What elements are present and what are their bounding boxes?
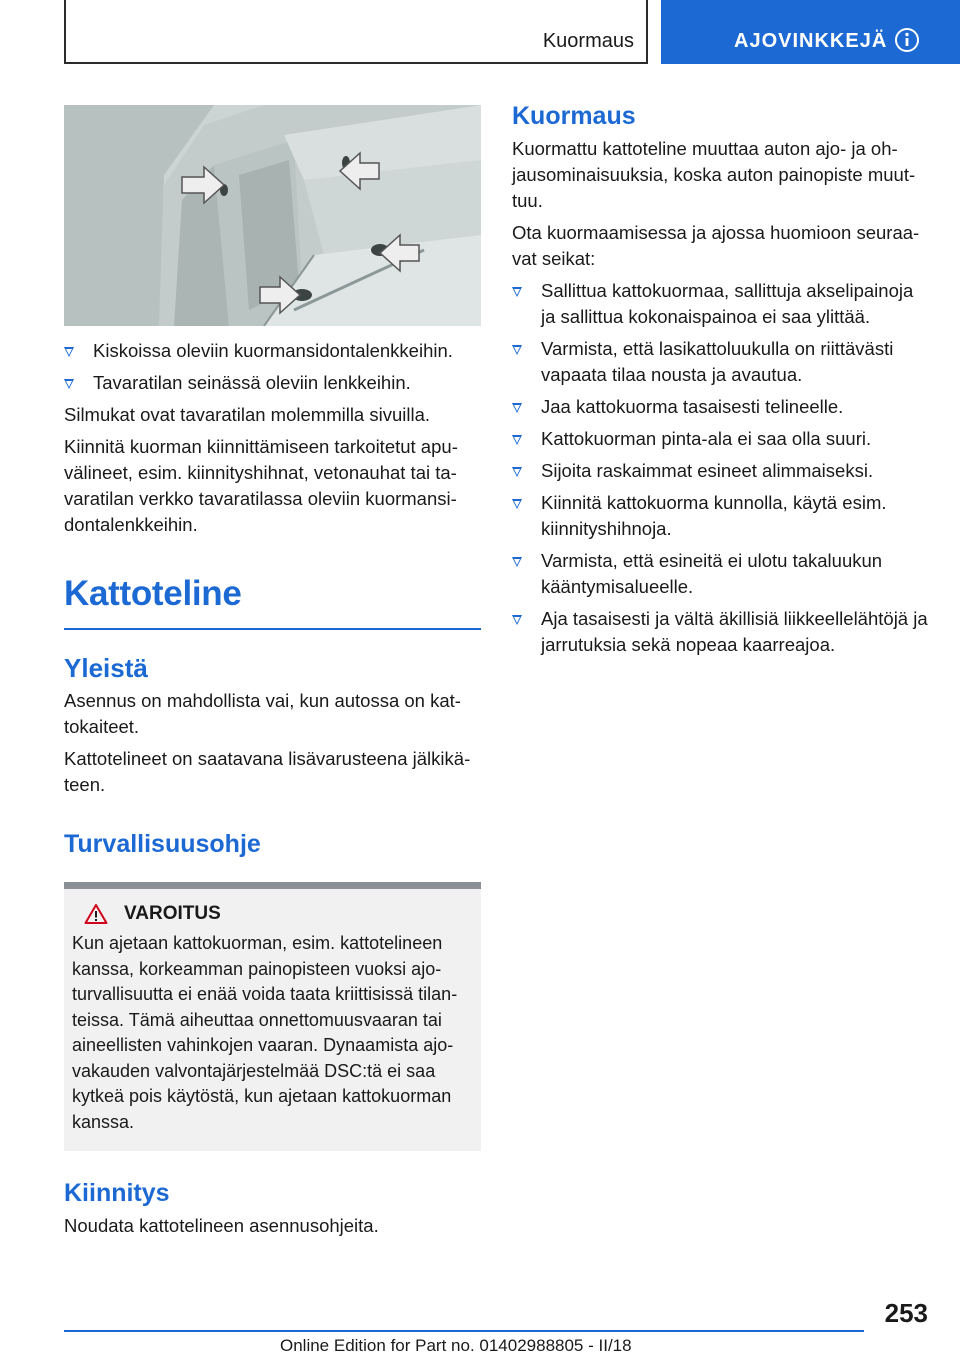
attachment-point-list (64, 338, 481, 396)
warning-title: VAROITUS (124, 903, 221, 924)
info-icon[interactable] (894, 27, 920, 53)
paragraph: Kiinnitä kuorman kiinnittämiseen tarkoitetut apuvälineet, esim. kiinnityshihnat, vetonauhat tai tavaratilan verkko tavaratilassa oleviin kuormansidontalenkkeihin. (64, 436, 458, 535)
paragraph: Noudata kattotelineen asennusohjeita. (64, 1215, 379, 1236)
bullet-triangle-icon (512, 557, 522, 567)
heading-loading: Kuormaus (512, 102, 636, 130)
paragraph: Ota kuormaamisessa ja ajossa huomioon seuraavat seikat: (512, 222, 920, 269)
heading-mount: Kiinnitys (64, 1179, 170, 1207)
list-item: Kiskoissa oleviin kuormansidontalenkkeihin. (64, 338, 481, 364)
section-title: AJOVINKKEJÄ (734, 30, 888, 52)
edition-text: Online Edition for Part no. 01402988805 - II/18 (280, 1336, 632, 1355)
bullet-triangle-icon (512, 499, 522, 509)
heading-rule (64, 628, 481, 630)
warning-triangle-icon (84, 903, 108, 925)
right-column (512, 100, 932, 664)
list-item: Tavaratilan seinässä oleviin lenkkeihin. (64, 370, 481, 396)
bullet-triangle-icon (512, 467, 522, 477)
paragraph: Kuormattu kattoteline muuttaa auton ajo- ja ohjausominaisuuksia, koska auton painopiste muuttuu. (512, 138, 916, 211)
luggage-compartment-figure (64, 105, 481, 326)
list-item: Varmista, että esineitä ei ulotu takaluukun kääntymisalueelle. (512, 548, 932, 600)
list-item: Kiinnitä kattokuorma kunnolla, käytä esim. kiinnityshihnoja. (512, 490, 932, 542)
list-item: Sallittua kattokuormaa, sallittuja akselipainoja ja sallittua kokonaispainoa ei saa ylittää. (512, 278, 932, 330)
heading-main: Kattoteline (64, 574, 242, 613)
list-item: Aja tasaisesti ja vältä äkillisiä liikkeellelähtöjä ja jarrutuksia sekä nopeaa kaarreajoa. (512, 606, 932, 658)
footer-rule (64, 1330, 864, 1332)
paragraph: Kattotelineet on saatavana lisävarusteena jälkikäteen. (64, 748, 471, 795)
bullet-triangle-icon (512, 403, 522, 413)
bullet-triangle-icon (512, 345, 522, 355)
chapter-title: Kuormaus (542, 30, 634, 52)
warning-text: Kun ajetaan kattokuorman, esim. kattotelineen kanssa, korkeamman painopisteen vuoksi ajoturvallisuutta ei enää voida taata kriittisissä tilanteissa. Tämä aiheuttaa onnettomuusvaaran tai aineellisten vahinkojen vaaran. Dynaamista ajovakauden valvontajärjestelmää DSC:tä ei saa kytkeä pois käytöstä, kun ajetaan kattokuorman kanssa. (72, 933, 458, 1132)
heading-safety: Turvallisuusohje (64, 830, 261, 858)
list-item: Jaa kattokuorma tasaisesti telineelle. (512, 394, 932, 420)
list-item: Sijoita raskaimmat esineet alimmaiseksi. (512, 458, 932, 484)
bullet-triangle-icon (512, 615, 522, 625)
bullet-triangle-icon (64, 347, 74, 357)
list-item: Kattokuorman pinta-ala ei saa olla suuri. (512, 426, 932, 452)
warning-box (64, 882, 481, 1151)
heading-general: Yleistä (64, 653, 148, 683)
page-number: 253 (884, 1298, 928, 1328)
loading-rules-list (512, 278, 932, 658)
header-section-tab[interactable] (661, 0, 960, 64)
paragraph: Asennus on mahdollista vai, kun autossa on kattokaiteet. (64, 690, 461, 737)
bullet-triangle-icon (64, 379, 74, 389)
header-chapter-tab (64, 0, 648, 64)
list-item: Varmista, että lasikattoluukulla on riittävästi vapaata tilaa nousta ja avautua. (512, 336, 932, 388)
bullet-triangle-icon (512, 435, 522, 445)
bullet-triangle-icon (512, 287, 522, 297)
left-column (64, 105, 481, 1239)
paragraph: Silmukat ovat tavaratilan molemmilla sivuilla. (64, 404, 431, 425)
